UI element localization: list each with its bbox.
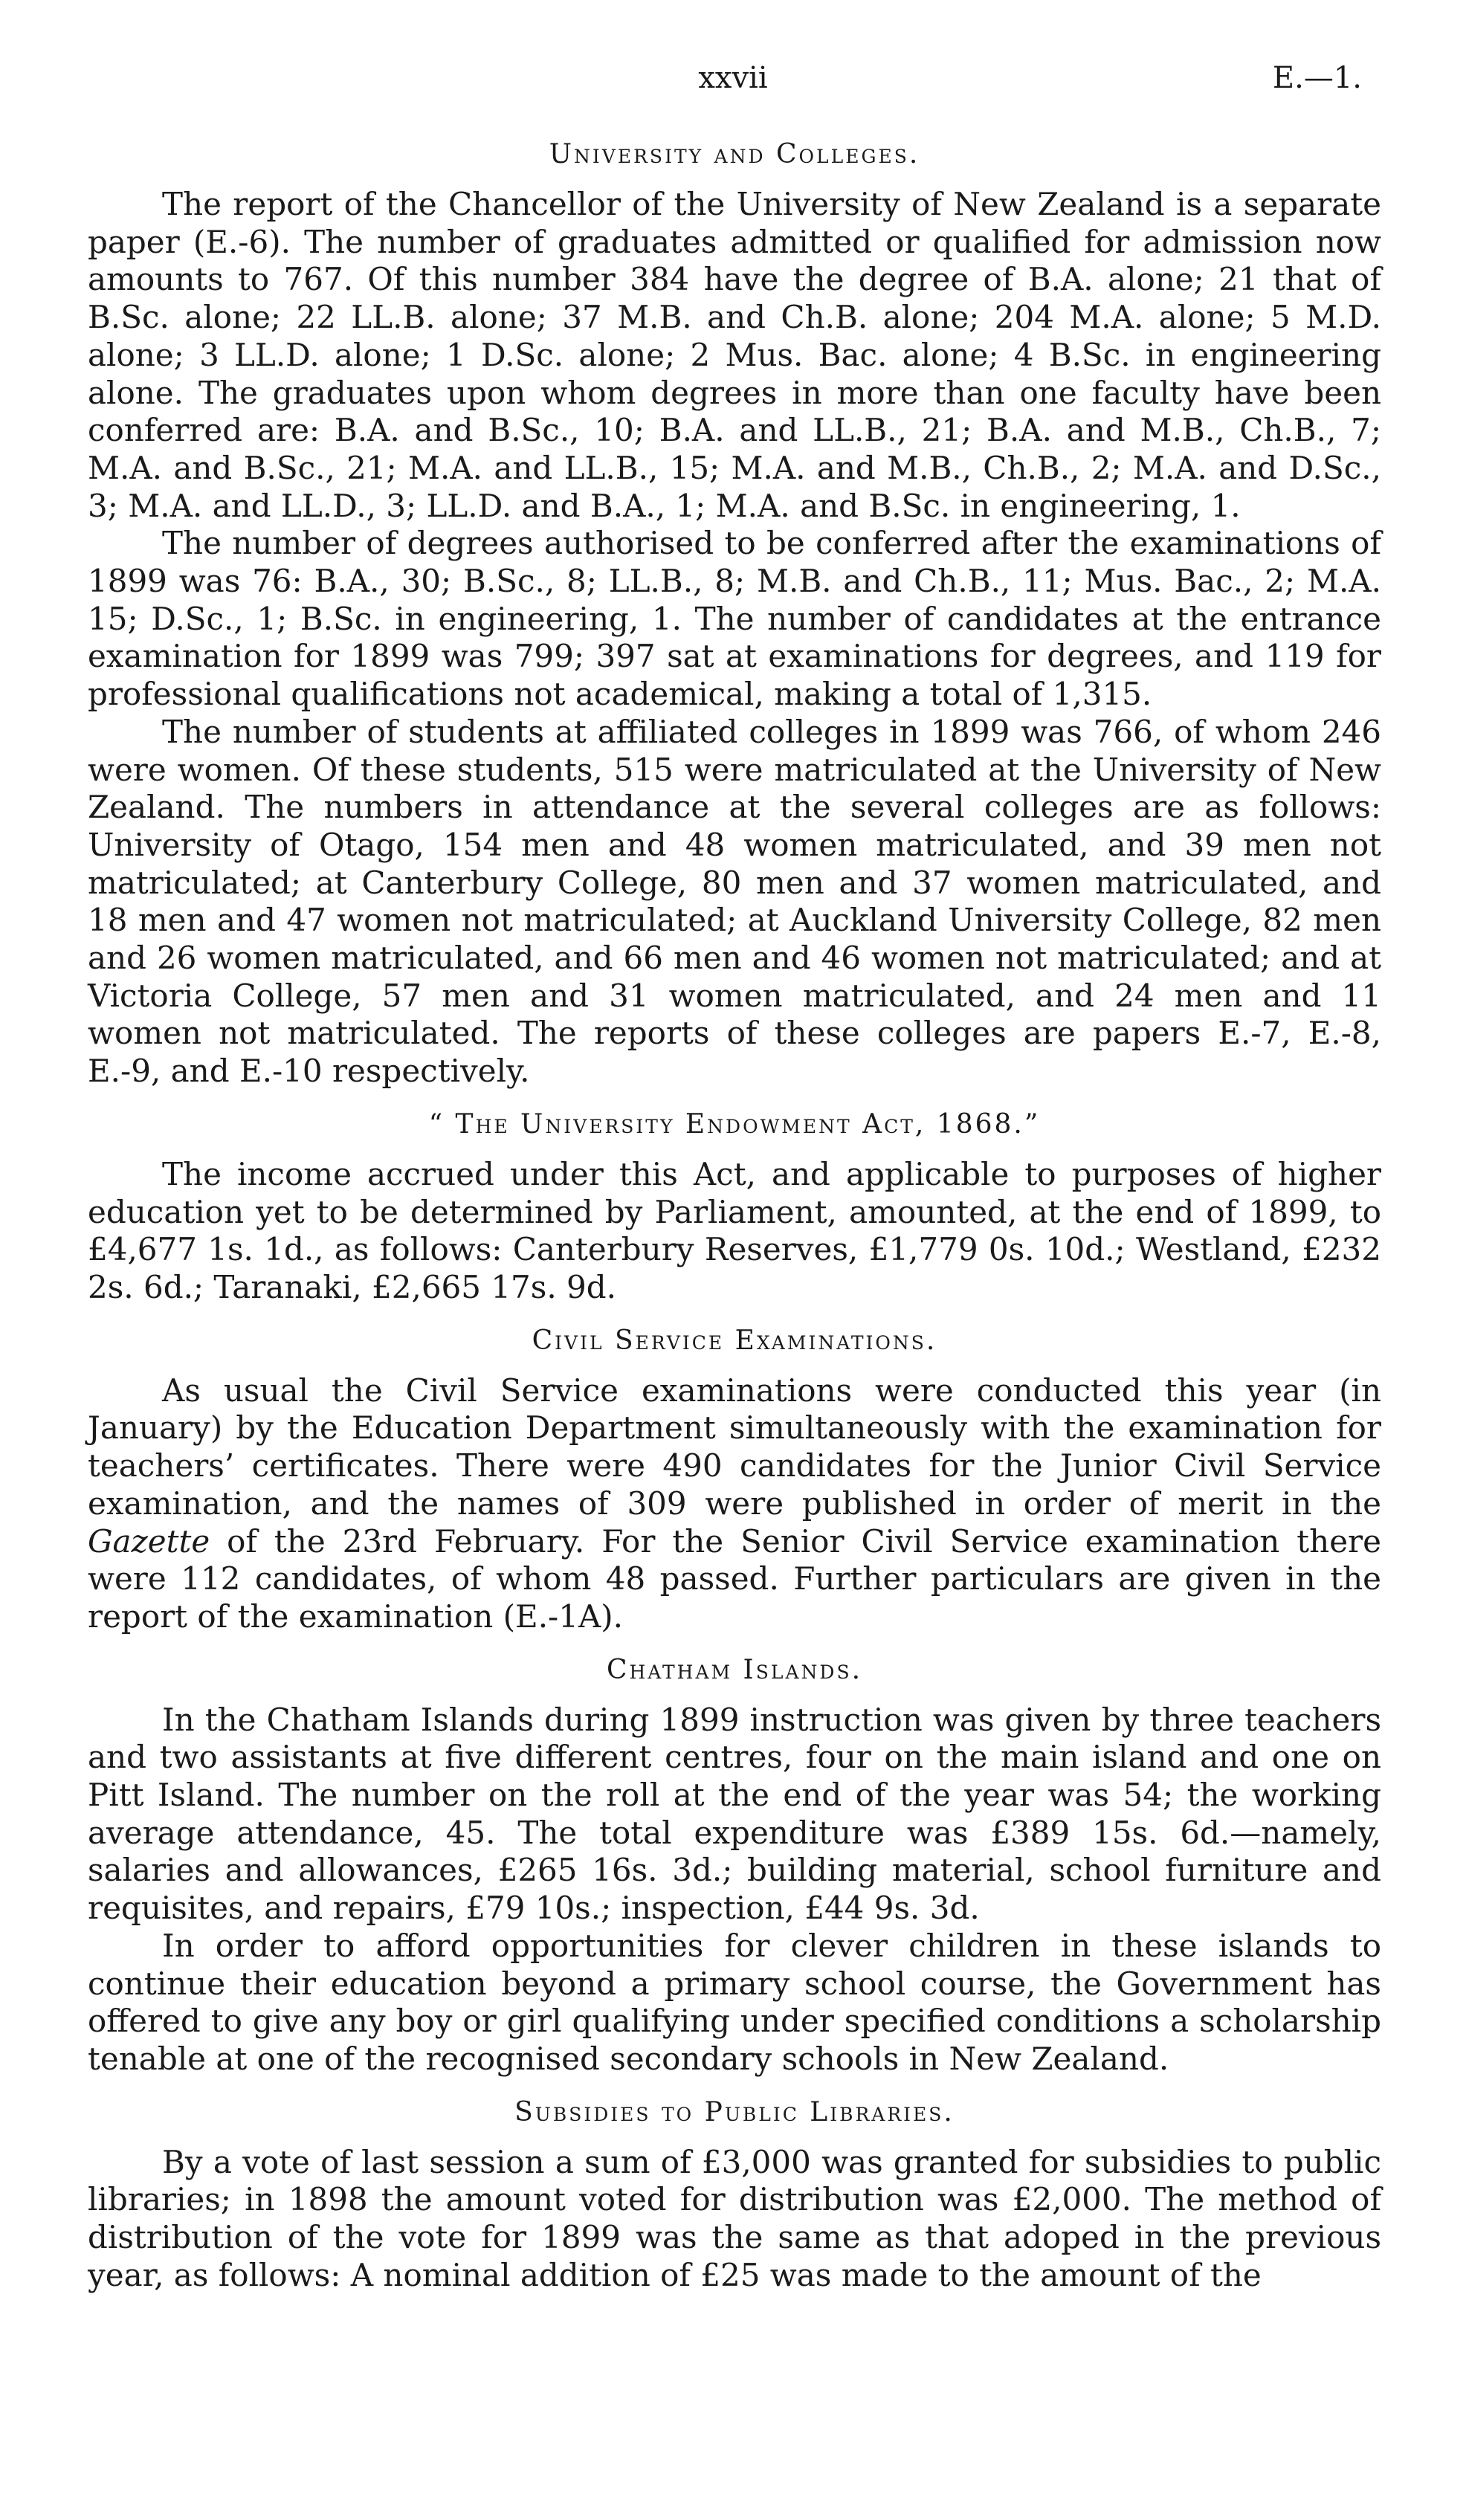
document-reference: E.—1. bbox=[1272, 61, 1362, 95]
section-heading-university: University and Colleges. bbox=[549, 139, 920, 169]
gazette-title: Gazette bbox=[88, 1522, 210, 1560]
civil-service-text-b: of the 23rd February. For the Senior Civil Service examination there were 112 candidates, of whom 48 passed. Further particulars are given in the report of the examination (E.-1A). bbox=[88, 1522, 1381, 1635]
paragraph-civil-service bbox=[88, 1372, 1381, 1636]
page-number: xxvii bbox=[698, 61, 768, 95]
page-header bbox=[0, 59, 1466, 104]
paragraph-university-degrees: The number of degrees authorised to be conferred after the examinations of 1899 was 76: B.A., 30; B.Sc., 8; LL.B., 8; M.B. and Ch.B., 11; Mus. Bac., 2; M.A. 15; D.Sc., 1; B.Sc. in engineering, 1. The number of candidates at the entrance examination for 1899 was 799; 397 sat at examinations for degrees, and 119 for professional qualifications not academical, making a total of 1,315. bbox=[88, 525, 1381, 713]
civil-service-text-a: As usual the Civil Service examinations were conducted this year (in January) by the Education Department simultaneously with the examination for teachers’ certificates. There were 490 candidates for the Junior Civil Service examination, and the names of 309 were published in order of merit in the bbox=[88, 1372, 1381, 1522]
section-heading-endowment: “ The University Endowment Act, 1868.” bbox=[428, 1108, 1041, 1140]
paragraph-university-students: The number of students at affiliated colleges in 1899 was 766, of whom 246 were women. Of these students, 515 were matriculated at the University of New Zealand. The numbers in attendance at the several colleges are as follows: University of Otago, 154 men and 48 women matriculated, and 39 men not matriculated; at Canterbury College, 80 men and 37 women matriculated, and 18 men and 47 women not matriculated; at Auckland University College, 82 men and 26 women matriculated, and 66 men and 46 women not matriculated; and at Victoria College, 57 men and 31 women matriculated, and 24 men and 11 women not matriculated. The reports of these colleges are papers E.-7, E.-8, E.-9, and E.-10 respectively. bbox=[88, 713, 1381, 1090]
section-heading-libraries: Subsidies to Public Libraries. bbox=[514, 2096, 955, 2128]
paragraph-university-graduates: The report of the Chancellor of the University of New Zealand is a separate paper (E.-6). The number of graduates admitted or qualified for admission now amounts to 767. Of this number 384 have the degree of B.A. alone; 21 that of B.Sc. alone; 22 LL.B. alone; 37 M.B. and Ch.B. alone; 204 M.A. alone; 5 M.D. alone; 3 LL.D. alone; 1 D.Sc. alone; 2 Mus. Bac. alone; 4 B.Sc. in engineering alone. The graduates upon whom degrees in more than one faculty have been conferred are: B.A. and B.Sc., 10; B.A. and LL.B., 21; B.A. and M.B., Ch.B., 7; M.A. and B.Sc., 21; M.A. and LL.B., 15; M.A. and M.B., Ch.B., 2; M.A. and D.Sc., 3; M.A. and LL.D., 3; LL.D. and B.A., 1; M.A. and B.Sc. in engineering, 1. bbox=[88, 186, 1381, 524]
paragraph-chatham-instruction: In the Chatham Islands during 1899 instruction was given by three teachers and two assistants at five different centres, four on the main island and one on Pitt Island. The number on the roll at the end of the year was 54; the working average attendance, 45. The total expenditure was £389 15s. 6d.—namely, salaries and allowances, £265 16s. 3d.; building material, school furniture and requisites, and repairs, £79 10s.; inspection, £44 9s. 3d. bbox=[88, 1701, 1381, 1927]
paragraph-chatham-scholarship: In order to afford opportunities for clever children in these islands to continue their education beyond a primary school course, the Government has offered to give any boy or girl qualifying under specified conditions a scholarship tenable at one of the recognised secondary schools in New Zealand. bbox=[88, 1927, 1381, 2077]
section-heading-civil-service: Civil Service Examinations. bbox=[532, 1325, 937, 1356]
body-text bbox=[88, 132, 1381, 2294]
paragraph-endowment-income: The income accrued under this Act, and applicable to purposes of higher education yet to be determined by Parliament, amounted, at the end of 1899, to £4,677 1s. 1d., as follows: Canterbury Reserves, £1,779 0s. 10d.; Westland, £232 2s. 6d.; Taranaki, £2,665 17s. 9d. bbox=[88, 1155, 1381, 1305]
section-heading-chatham: Chatham Islands. bbox=[606, 1654, 863, 1685]
paragraph-libraries-subsidies: By a vote of last session a sum of £3,000 was granted for subsidies to public libraries; in 1898 the amount voted for distribution was £2,000. The method of distribution of the vote for 1899 was the same as that adoped in the previous year, as follows: A nominal addition of £25 was made to the amount of the bbox=[88, 2143, 1381, 2293]
